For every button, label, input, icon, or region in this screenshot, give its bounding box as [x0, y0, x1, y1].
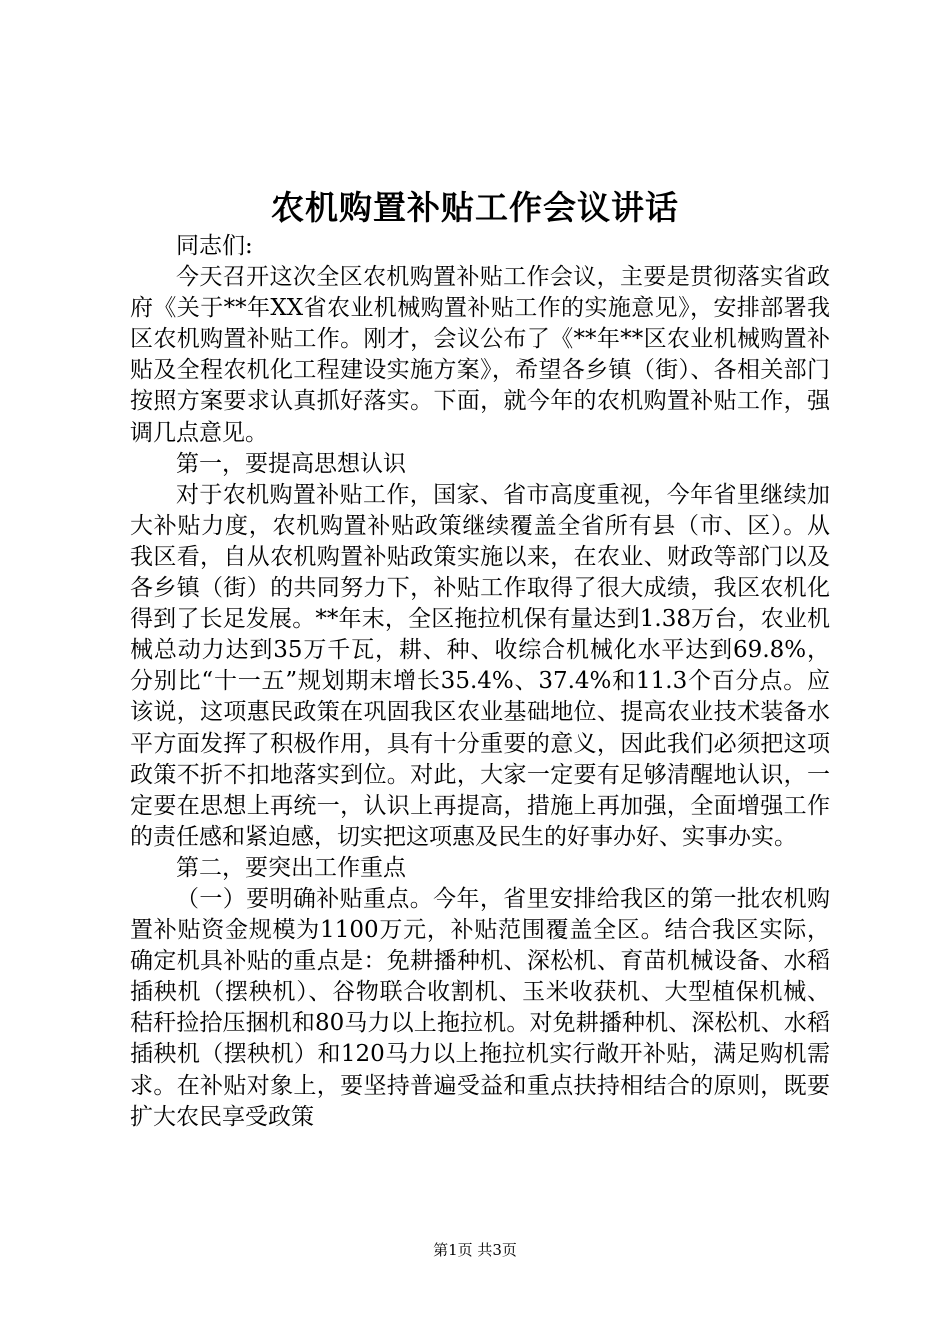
salutation-paragraph: 同志们: — [176, 233, 253, 259]
document-title: 农机购置补贴工作会议讲话 — [271, 188, 679, 227]
section-heading-2: 第二，要突出工作重点 — [176, 854, 406, 881]
intro-paragraph: 今天召开这次全区农机购置补贴工作会议，主要是贯彻落实省政府《关于**年XX省农业机械购置补贴工作的实施意见》，安排部署我区农机购置补贴工作。刚才，会议公布了《**年**区农业机械购置补贴及全程农机化工程建设实施方案》，希望各乡镇（街）、各相关部门按照方案要求认真抓好落实。下面，就今年的农机购置补贴工作，强调几点意见。 — [130, 264, 830, 446]
page-footer: 第1页 共3页 — [433, 1241, 517, 1259]
document-body — [130, 231, 830, 1133]
section-2-paragraph: （一）要明确补贴重点。今年，省里安排给我区的第一批农机购置补贴资金规模为1100万元，补贴范围覆盖全区。结合我区实际，确定机具补贴的重点是：免耕播种机、深松机、育苗机械设备、水稻插秧机（摆秧机）、谷物联合收割机、玉米收获机、大型植保机械、秸秆捡拾压捆机和80马力以上拖拉机。对免耕播种机、深松机、水稻插秧机（摆秧机）和120马力以上拖拉机实行敞开补贴，满足购机需求。在补贴对象上，要坚持普遍受益和重点扶持相结合的原则，既要扩大农民享受政策 — [130, 885, 830, 1130]
section-heading-1: 第一，要提高思想认识 — [176, 450, 406, 477]
section-1-paragraph: 对于农机购置补贴工作，国家、省市高度重视，今年省里继续加大补贴力度，农机购置补贴政策继续覆盖全省所有县（市、区）。从我区看，自从农机购置补贴政策实施以来，在农业、财政等部门以及各乡镇（街）的共同努力下，补贴工作取得了很大成绩，我区农机化得到了长足发展。**年末，全区拖拉机保有量达到1.38万台，农业机械总动力达到35万千瓦，耕、种、收综合机械化水平达到69.8%，分别比“十一五”规划期末增长35.4%、37.4%和11.3个百分点。应该说，这项惠民政策在巩固我区农业基础地位、提高农业技术装备水平方面发挥了积极作用，具有十分重要的意义，因此我们必须把这项政策不折不扣地落实到位。对此，大家一定要有足够清醒地认识，一定要在思想上再统一，认识上再提高，措施上再加强，全面增强工作的责任感和紧迫感，切实把这项惠及民生的好事办好、实事办实。 — [130, 481, 830, 850]
